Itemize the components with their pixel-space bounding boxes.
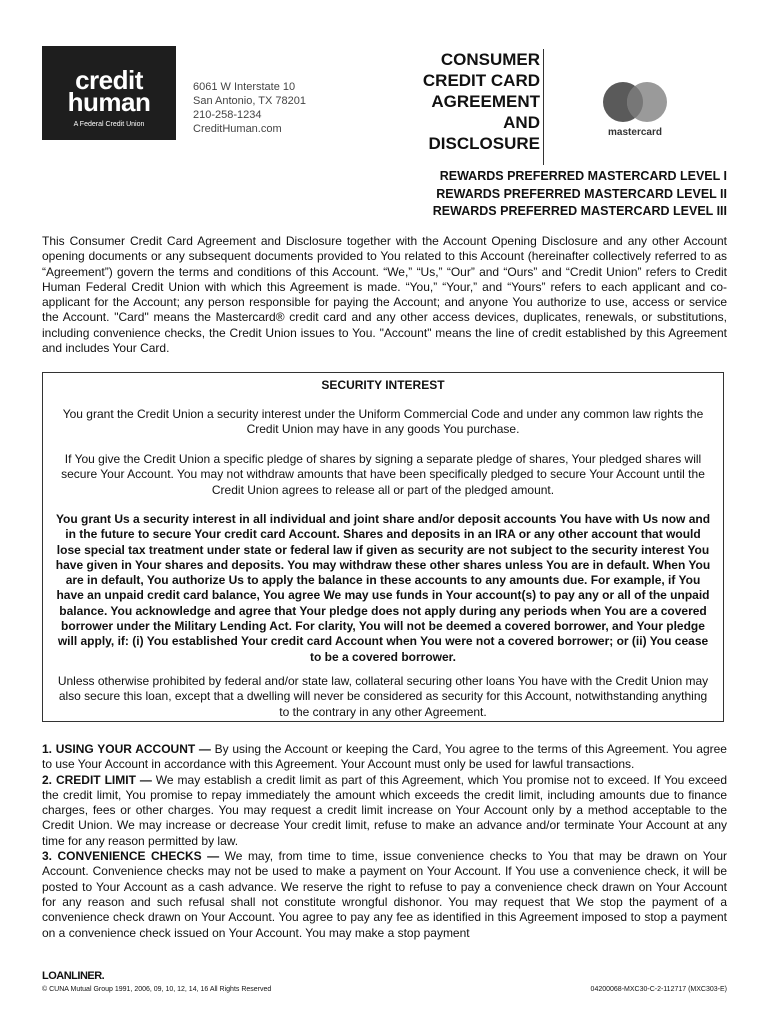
address-block	[193, 80, 306, 136]
intro-paragraph: This Consumer Credit Card Agreement and Disclosure together with the Account Opening Disclosure and any other Account opening documents or any subsequent documents provided to You related to this Account (hereinafter collectively referred to as “Agreement”) govern the terms and conditions of this Account. “We,” “Us,” “Our” and “Ours” and “Credit Union” refers to Credit Human Federal Credit Union with which this Agreement is made. “You,” “Your,” and “Yours” refers to each applicant and co-applicant for the Account; any person responsible for paying the Account; and anyone You authorize to use, access or service the Account. "Card" means the Mastercard® credit card and any other access devices, duplicates, renewals, or substitutions, including convenience checks, the Credit Union issues to You. "Account" means the line of credit established by this Agreement and includes Your Card.	[42, 234, 727, 356]
card-level-3: REWARDS PREFERRED MASTERCARD LEVEL III	[432, 204, 727, 218]
credit-human-logo	[42, 46, 176, 140]
title-line: DISCLOSURE	[428, 134, 540, 153]
title-divider	[543, 49, 544, 165]
section-text: We may establish a credit limit as part of this Agreement, which You promise not to exceed. If You exceed the credit limit, You promise to repay immediately the amount which exceeds the credit limit, including amounts due to finance charges, fees or other charges. You may request a credit limit increase on Your Account only by a method acceptable to the Credit Union. We may increase or decrease Your credit limit, refuse to make an advance and/or terminate Your Account at any time for any reason permitted by law.	[42, 772, 727, 848]
logo-tagline: A Federal Credit Union	[73, 121, 145, 128]
title-line: AND	[503, 113, 540, 132]
footer-copyright: © CUNA Mutual Group 1991, 2006, 09, 10, 12, 14, 16 All Rights Reserved	[42, 986, 272, 993]
address-city: San Antonio, TX 78201	[193, 95, 306, 107]
card-levels	[300, 168, 727, 221]
section-heading: 2. CREDIT LIMIT —	[42, 772, 152, 787]
card-level-1: REWARDS PREFERRED MASTERCARD LEVEL I	[439, 169, 727, 183]
security-paragraph: You grant the Credit Union a security interest under the Uniform Commercial Code and under any common law rights the Credit Union may have in any goods You purchase.	[62, 407, 704, 437]
section-credit-limit	[42, 773, 727, 849]
numbered-sections	[42, 742, 727, 941]
section-using-account	[42, 742, 727, 773]
title-line: CONSUMER	[440, 50, 540, 69]
security-interest-box	[42, 372, 724, 722]
mastercard-logo	[595, 78, 675, 138]
security-paragraph: If You give the Credit Union a specific pledge of shares by signing a separate pledge of shares, Your pledged shares will secure Your Account. You may not withdraw amounts that have been specifically pledged to secure Your Account until the Credit Union agrees to release all or part of the pledged amount.	[61, 452, 705, 497]
mastercard-label: mastercard	[608, 127, 662, 138]
logo-line-human: human	[67, 87, 151, 117]
section-heading: 1. USING YOUR ACCOUNT —	[42, 742, 211, 756]
section-heading: 3. CONVENIENCE CHECKS —	[42, 849, 220, 864]
mastercard-circles-icon	[595, 78, 675, 138]
address-phone: 210-258-1234	[193, 109, 262, 121]
address-website: CreditHuman.com	[193, 123, 282, 135]
security-paragraph: Unless otherwise prohibited by federal and/or state law, collateral securing other loans You have with the Credit Union may also secure this loan, except that a dwelling will never be considered as security for this Account, notwithstanding anything to the contrary in any other Agreement.	[57, 674, 709, 719]
logo-line-credit: credit	[75, 65, 143, 95]
card-level-2: REWARDS PREFERRED MASTERCARD LEVEL II	[436, 186, 727, 201]
section-text: By using the Account or keeping the Card, You agree to the terms of this Agreement. You agree to use Your Account in accordance with this Agreement. Your Account must only be used for lawful transactions.	[42, 742, 727, 772]
title-line: AGREEMENT	[431, 92, 540, 111]
section-convenience-checks	[42, 849, 727, 941]
footer-form-code: 04200068-MXC30-C-2-112717 (MXC303-E)	[590, 986, 727, 993]
security-interest-title: SECURITY INTEREST	[321, 378, 445, 392]
address-street: 6061 W Interstate 10	[193, 81, 296, 93]
security-paragraph-bold: You grant Us a security interest in all individual and joint share and/or deposit accounts You have with Us now and in the future to secure Your credit card Account. Shares and deposits in an IRA or any other account that would lose special tax treatment under state or federal law if given as security are not subject to the security interest You have given in Your shares and deposits. You may withdraw these other shares unless You are in default. When You are in default, You authorize Us to apply the balance in these accounts to any amounts due. For example, if You have an unpaid credit card balance, You agree We may use funds in Your account(s) to pay any or all of the unpaid balance. You acknowledge and agree that Your pledge does not apply during any periods when You are a covered borrower under the Military Lending Act. For clarity, You will not be deemed a covered borrower, and Your pledge will apply, if: (i) You established Your credit card Account when You were not a covered borrower; or (ii) You cease to be a covered borrower.	[55, 512, 711, 664]
document-title	[380, 49, 540, 154]
section-text: We may, from time to time, issue convenience checks to You that may be drawn on Your Account. Convenience checks may not be used to make a payment on Your Account. If You use a convenience check, it will be posted to Your Account as a cash advance. We reserve the right to refuse to pay a convenience check drawn on Your Account for any reason and such refusal shall not constitute wrongful dishonor. You may request that We stop the payment of a convenience check drawn on Your Account. You agree to pay any fee as identified in this Agreement imposed to stop a payment on a convenience check issued on Your Account. You may make a stop payment	[42, 849, 727, 940]
title-line: CREDIT CARD	[422, 71, 540, 90]
loanliner-logo: LOANLINER.	[42, 970, 105, 982]
